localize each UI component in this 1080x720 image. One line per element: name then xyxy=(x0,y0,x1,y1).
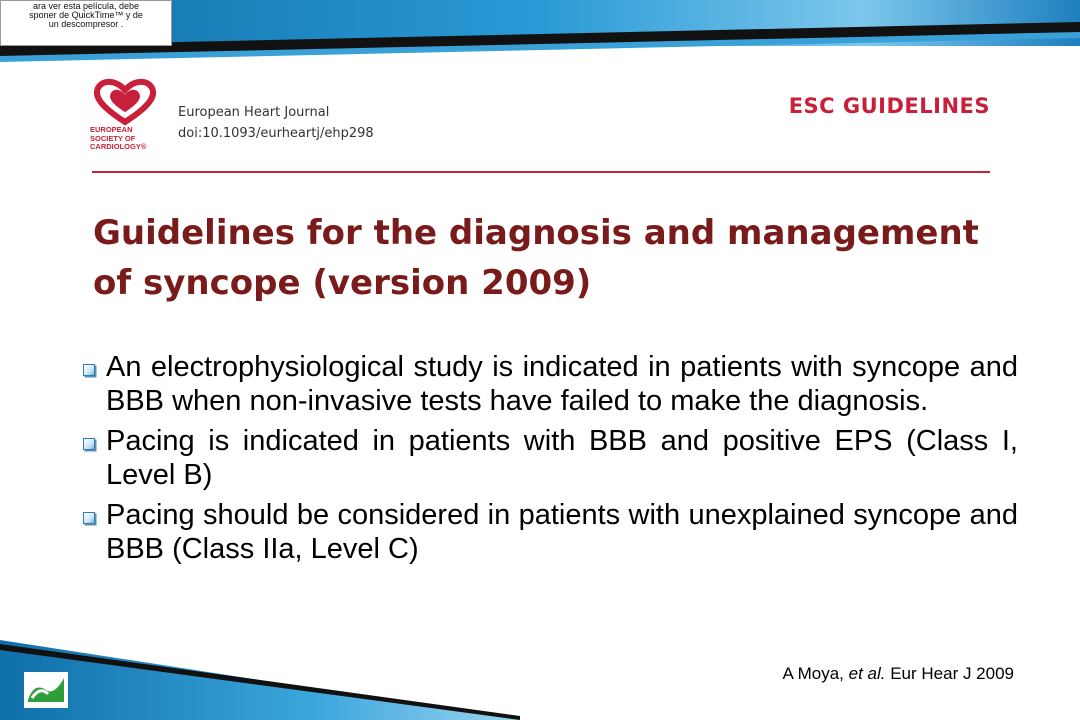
header-divider xyxy=(92,171,990,173)
quicktime-placeholder-notice xyxy=(0,0,172,46)
journal-doi: doi:10.1093/eurheartj/ehp298 xyxy=(178,126,374,141)
checkbox-bullet-icon xyxy=(83,512,95,524)
esc-logo-text-line: SOCIETY OF xyxy=(90,133,136,143)
citation xyxy=(782,664,1014,684)
paper-title xyxy=(93,208,993,308)
paper-title-line: of syncope (version 2009) xyxy=(93,263,592,303)
bottom-banner xyxy=(0,640,520,720)
esc-logo xyxy=(90,78,160,178)
list-item-text: Pacing should be considered in patients with unexplained syncope and BBB (Class IIa, Level C) xyxy=(106,499,1018,565)
quicktime-notice-line: un descompresor . xyxy=(48,19,124,29)
citation-source: Eur Hear J 2009 xyxy=(885,664,1014,683)
list-item xyxy=(78,350,1018,418)
section-label: ESC GUIDELINES xyxy=(788,94,990,118)
recommendation-list xyxy=(78,350,1018,572)
esc-logo-wordmark xyxy=(90,126,160,152)
citation-authors: A Moya, xyxy=(782,664,849,683)
esc-logo-text-line: CARDIOLOGY® xyxy=(90,142,147,151)
checkbox-bullet-icon xyxy=(83,364,95,376)
list-item-text: Pacing is indicated in patients with BBB and positive EPS (Class I, Level B) xyxy=(106,425,1018,491)
quicktime-notice-line: sponer de QuickTime™ y de xyxy=(29,10,143,20)
list-item xyxy=(78,424,1018,492)
journal-name: European Heart Journal xyxy=(178,105,330,120)
citation-etal: et al. xyxy=(848,664,886,683)
paper-title-line: Guidelines for the diagnosis and management xyxy=(93,213,979,253)
institution-logo-icon xyxy=(24,672,68,708)
list-item xyxy=(78,498,1018,566)
esc-logo-text-line: EUROPEAN xyxy=(90,125,133,134)
list-item-text: An electrophysiological study is indicated in patients with syncope and BBB when non-invasive tests have failed to make the diagnosis. xyxy=(106,351,1018,417)
quicktime-notice-line: ara ver esta película, debe xyxy=(32,1,140,11)
checkbox-bullet-icon xyxy=(83,438,95,450)
heart-logo-icon xyxy=(90,78,160,126)
